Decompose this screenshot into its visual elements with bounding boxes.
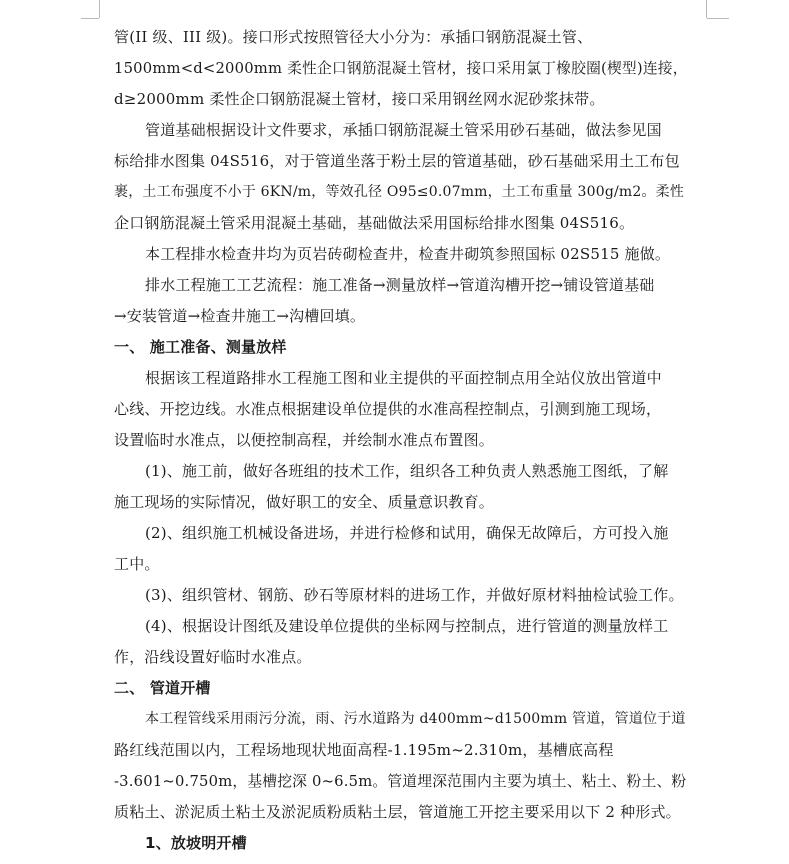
body-text-line: 工中。 [114, 555, 160, 573]
body-text-line: →安装管道→检查井施工→沟槽回填。 [114, 307, 366, 325]
body-text-line: 路红线范围以内，工程场地现状地面高程-1.195m~2.310m，基槽底高程 [114, 741, 614, 759]
body-text-line: 质粘土、淤泥质土粘土及淤泥质粉质粘土层，管道施工开挖主要采用以下 2 种形式。 [114, 803, 681, 821]
section-heading: 一、 施工准备、测量放样 [114, 338, 287, 356]
body-text-line: 心线、开挖边线。水准点根据建设单位提供的水准高程控制点，引测到施工现场， [114, 400, 662, 418]
paragraph-first-line: 排水工程施工工艺流程：施工准备→测量放样→管道沟槽开挖→铺设管道基础 [145, 276, 655, 294]
list-item-first-line: (1)、施工前，做好各班组的技术工作，组织各工种负责人熟悉施工图纸，了解 [145, 462, 669, 480]
paragraph-first-line: 本工程排水检查井均为页岩砖砌检查井，检查井砌筑参照国标 02S515 施做。 [145, 245, 671, 263]
list-item-first-line: (4)、根据设计图纸及建设单位提供的坐标网与控制点，进行管道的测量放样工 [145, 617, 669, 635]
body-text-line: 管(II 级、III 级)。接口形式按照管径大小分为：承插口钢筋混凝土管、 [114, 28, 593, 46]
page-corner-mark-right [706, 0, 707, 18]
body-text-line: 1500mm<d<2000mm 柔性企口钢筋混凝土管材，接口采用氯丁橡胶圈(楔型)连接， [114, 60, 688, 77]
subsection-heading: 1、放坡明开槽 [145, 834, 247, 852]
list-item-first-line: (2)、组织施工机械设备进场，并进行检修和试用，确保无故障后，方可投入施 [145, 524, 669, 542]
paragraph-first-line: 根据该工程道路排水工程施工图和业主提供的平面控制点用全站仪放出管道中 [145, 369, 662, 387]
body-text-line: -3.601~0.750m，基槽挖深 0~6.5m。管道埋深范围内主要为填土、粘土、粉土、粉 [114, 773, 687, 790]
section-heading: 二、 管道开槽 [114, 679, 211, 697]
body-text-line: 施工现场的实际情况，做好职工的安全、质量意识教育。 [114, 493, 495, 511]
body-text-line: 设置临时水准点，以便控制高程，并绘制水准点布置图。 [114, 431, 495, 449]
paragraph-first-line: 管道基础根据设计文件要求，承插口钢筋混凝土管采用砂石基础，做法参见国 [145, 121, 662, 139]
body-text-line: 作，沿线设置好临时水准点。 [114, 648, 312, 666]
document-body [114, 22, 692, 859]
paragraph-first-line: 本工程管线采用雨污分流，雨、污水道路为 d400mm~d1500mm 管道，管道位于道 [145, 711, 686, 727]
body-text-line: 标给排水图集 04S516，对于管道坐落于粉土层的管道基础，砂石基础采用土工布包 [114, 152, 680, 170]
body-text-line: 裹，土工布强度不小于 6KN/m，等效孔径 O95≤0.07mm，土工布重量 300g/m2。柔性 [114, 184, 685, 200]
list-item-first-line: (3)、组织管材、钢筋、砂石等原材料的进场工作，并做好原材料抽检试验工作。 [145, 586, 684, 604]
page-corner-mark-left [99, 0, 100, 18]
body-text-line: 企口钢筋混凝土管采用混凝土基础，基础做法采用国标给排水图集 04S516。 [114, 214, 635, 232]
body-text-line: d≥2000mm 柔性企口钢筋混凝土管材，接口采用钢丝网水泥砂浆抹带。 [114, 90, 605, 108]
